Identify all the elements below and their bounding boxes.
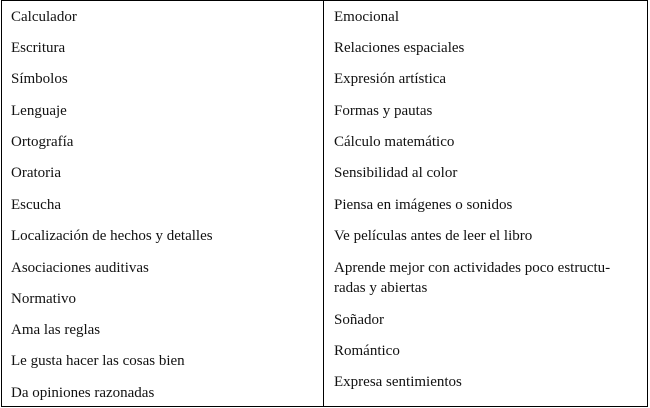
left-cell: Escritura xyxy=(11,40,66,56)
left-cell: Calculador xyxy=(11,9,77,25)
right-cell: Aprende mejor con actividades poco estructu-radas y abiertas xyxy=(334,260,611,296)
right-column xyxy=(324,1,647,406)
left-column xyxy=(2,1,324,406)
right-cell: Ve películas antes de leer el libro xyxy=(334,228,533,244)
left-cell: Símbolos xyxy=(11,71,68,87)
left-cell: Normativo xyxy=(11,291,76,307)
left-cell: Lenguaje xyxy=(11,103,67,119)
right-cell: Soñador xyxy=(334,312,384,328)
right-cell: Formas y pautas xyxy=(334,103,433,119)
left-cell: Escucha xyxy=(11,197,61,213)
left-cell: Da opiniones razonadas xyxy=(11,385,155,401)
left-cell: Localización de hechos y detalles xyxy=(11,228,213,244)
left-cell: Le gusta hacer las cosas bien xyxy=(11,353,185,369)
left-cell: Asociaciones auditivas xyxy=(11,260,149,276)
right-cell: Emocional xyxy=(334,9,399,25)
right-cell: Romántico xyxy=(334,343,400,359)
right-cell: Cálculo matemático xyxy=(334,134,455,150)
right-cell: Sensibilidad al color xyxy=(334,165,458,181)
right-cell: Expresión artística xyxy=(334,71,447,87)
right-cell: Expresa sentimientos xyxy=(334,374,462,390)
traits-table xyxy=(1,0,648,407)
left-cell: Ama las reglas xyxy=(11,322,101,338)
right-cell: Piensa en imágenes o sonidos xyxy=(334,197,513,213)
right-cell: Relaciones espaciales xyxy=(334,40,465,56)
left-cell: Oratoria xyxy=(11,165,61,181)
left-cell: Ortografía xyxy=(11,134,74,150)
